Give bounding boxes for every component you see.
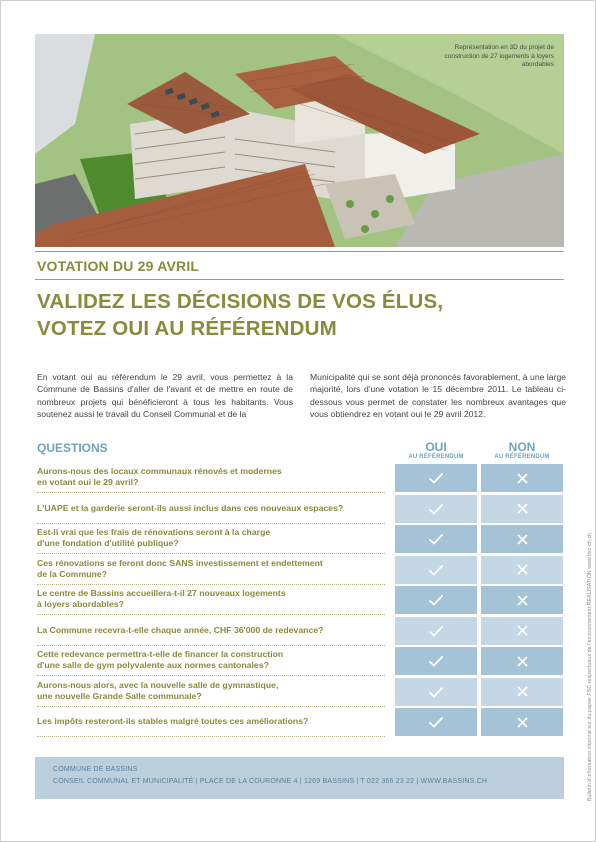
no-cross-cell [481, 647, 563, 675]
question-row [37, 494, 564, 523]
question-text [37, 716, 377, 727]
yes-check-cell [395, 647, 477, 675]
question-text [37, 466, 377, 488]
checkmark-icon [428, 686, 444, 698]
yes-check-cell [395, 525, 477, 553]
question-line-1: Aurons-nous des locaux communaux rénovés et modernes [37, 466, 282, 476]
footer-contact-details: CONSEIL COMMUNAL ET MUNICIPALITÉ | PLACE DE LA COURONNE 4 | 1269 BASSINS | T 022 366 23 22 | WWW.BASSINS.CH [53, 778, 488, 785]
no-cross-cell [481, 495, 563, 523]
row-separator [37, 736, 385, 738]
yes-label: OUI [425, 440, 447, 454]
yes-check-cell [395, 586, 477, 614]
intro-paragraph-left: En votant oui au référendum le 29 avril, vous permettez à la Commune de Bassins d'aller de l'avant et de mettre en route de nombreux projets qui bénéficieront à tous les habitants. Vous soutenez aussi le travail du Conseil Communal et de la [37, 372, 293, 419]
cross-icon [517, 625, 528, 636]
question-row [37, 616, 564, 645]
question-row [37, 646, 564, 675]
print-credit-text: Bulletin d'information imprimé sur du papier FSC respectueux de l'environnement RÉALISATION www.bsc-ch.ch [587, 532, 593, 801]
divider-line [35, 279, 564, 280]
cross-icon [517, 656, 528, 667]
question-text [37, 680, 377, 702]
cross-icon [517, 564, 528, 575]
yes-check-cell [395, 678, 477, 706]
question-line-2: une nouvelle Grande Salle communale? [37, 690, 202, 701]
no-label: NON [508, 440, 536, 454]
question-text [37, 503, 377, 514]
cross-icon [517, 473, 528, 484]
yes-check-cell [395, 617, 477, 645]
checkmark-icon [428, 503, 444, 515]
question-line-2: de la Commune? [37, 568, 107, 579]
headline-line-1: VALIDEZ LES DÉCISIONS DE VOS ÉLUS, [37, 290, 444, 313]
cross-icon [517, 686, 528, 697]
question-line-1: Cette redevance permettra-t-elle de financer la construction [37, 649, 284, 659]
question-row [37, 524, 564, 553]
questions-header: QUESTIONS [37, 441, 108, 455]
cross-icon [517, 534, 528, 545]
hero-caption: Représentation en 3D du projet de construction de 27 logements à loyers abordables [444, 44, 554, 68]
divider-line [35, 251, 564, 252]
checkmark-icon [428, 564, 444, 576]
question-line-2: d'une salle de gym polyvalente aux normes cantonales? [37, 660, 269, 670]
question-text [37, 649, 377, 671]
yes-check-cell [395, 556, 477, 584]
checkmark-icon [428, 594, 444, 606]
no-cross-cell [481, 708, 563, 736]
question-line-1: Ces rénovations se feront donc SANS investissement et endettement [37, 557, 323, 568]
checkmark-icon [428, 655, 444, 667]
question-line-2: d'une fondation d'utilité publique? [37, 538, 179, 548]
checkmark-icon [428, 625, 444, 637]
question-line-1: Les impôts resteront-ils stables malgré toutes ces améliorations? [37, 716, 309, 726]
no-cross-cell [481, 556, 563, 584]
footer-commune-name: COMMUNE DE BASSINS [53, 766, 138, 773]
no-column-header [481, 441, 563, 460]
yes-check-cell [395, 708, 477, 736]
question-line-1: Est-il vrai que les frais de rénovations seront à la charge [37, 527, 271, 537]
question-line-2: en votant oui le 29 avril? [37, 477, 139, 487]
building-rendering-image [35, 34, 564, 247]
question-text [37, 527, 377, 549]
no-cross-cell [481, 464, 563, 492]
question-row [37, 585, 564, 614]
footer-bar [35, 757, 564, 799]
headline-line-2: VOTEZ OUI AU RÉFÉRENDUM [37, 317, 337, 340]
question-text [37, 625, 377, 636]
question-line-1: Aurons-nous alors, avec la nouvelle salle de gymnastique, [37, 679, 279, 690]
question-row [37, 707, 564, 736]
checkmark-icon [428, 533, 444, 545]
yes-column-header [395, 441, 477, 460]
no-cross-cell [481, 678, 563, 706]
question-line-1: La Commune recevra-t-elle chaque année, CHF 36'000 de redevance? [37, 624, 324, 635]
yes-sublabel: AU RÉFÉRENDUM [408, 454, 464, 460]
question-text [37, 588, 377, 610]
no-cross-cell [481, 617, 563, 645]
question-line-1: Le centre de Bassins accueillera-t-il 27 nouveaux logements [37, 588, 286, 598]
cross-icon [517, 595, 528, 606]
question-line-2: à loyers abordables? [37, 599, 124, 609]
checkmark-icon [428, 716, 444, 728]
yes-check-cell [395, 464, 477, 492]
yes-check-cell [395, 495, 477, 523]
no-cross-cell [481, 525, 563, 553]
cross-icon [517, 503, 528, 514]
question-text [37, 558, 377, 580]
question-line-1: L'UAPE et la garderie seront-ils aussi inclus dans ces nouveaux espaces? [37, 502, 344, 513]
cross-icon [517, 717, 528, 728]
question-row [37, 463, 564, 492]
page-headline [37, 288, 443, 342]
question-row [37, 555, 564, 584]
checkmark-icon [428, 472, 444, 484]
vote-date-heading: VOTATION DU 29 AVRIL [37, 258, 200, 274]
no-sublabel: AU RÉFÉRENDUM [494, 454, 550, 460]
intro-paragraph-right: Municipalité qui se sont déjà prononcés favorablement, à une large majorité, lors d'une votation le 15 décembre 2011. Le tableau ci-dessous vous permet de constater les nombreux avantages que vous obtiendrez en votant oui le 29 avril 2012. [310, 372, 566, 419]
question-row [37, 677, 564, 706]
no-cross-cell [481, 586, 563, 614]
